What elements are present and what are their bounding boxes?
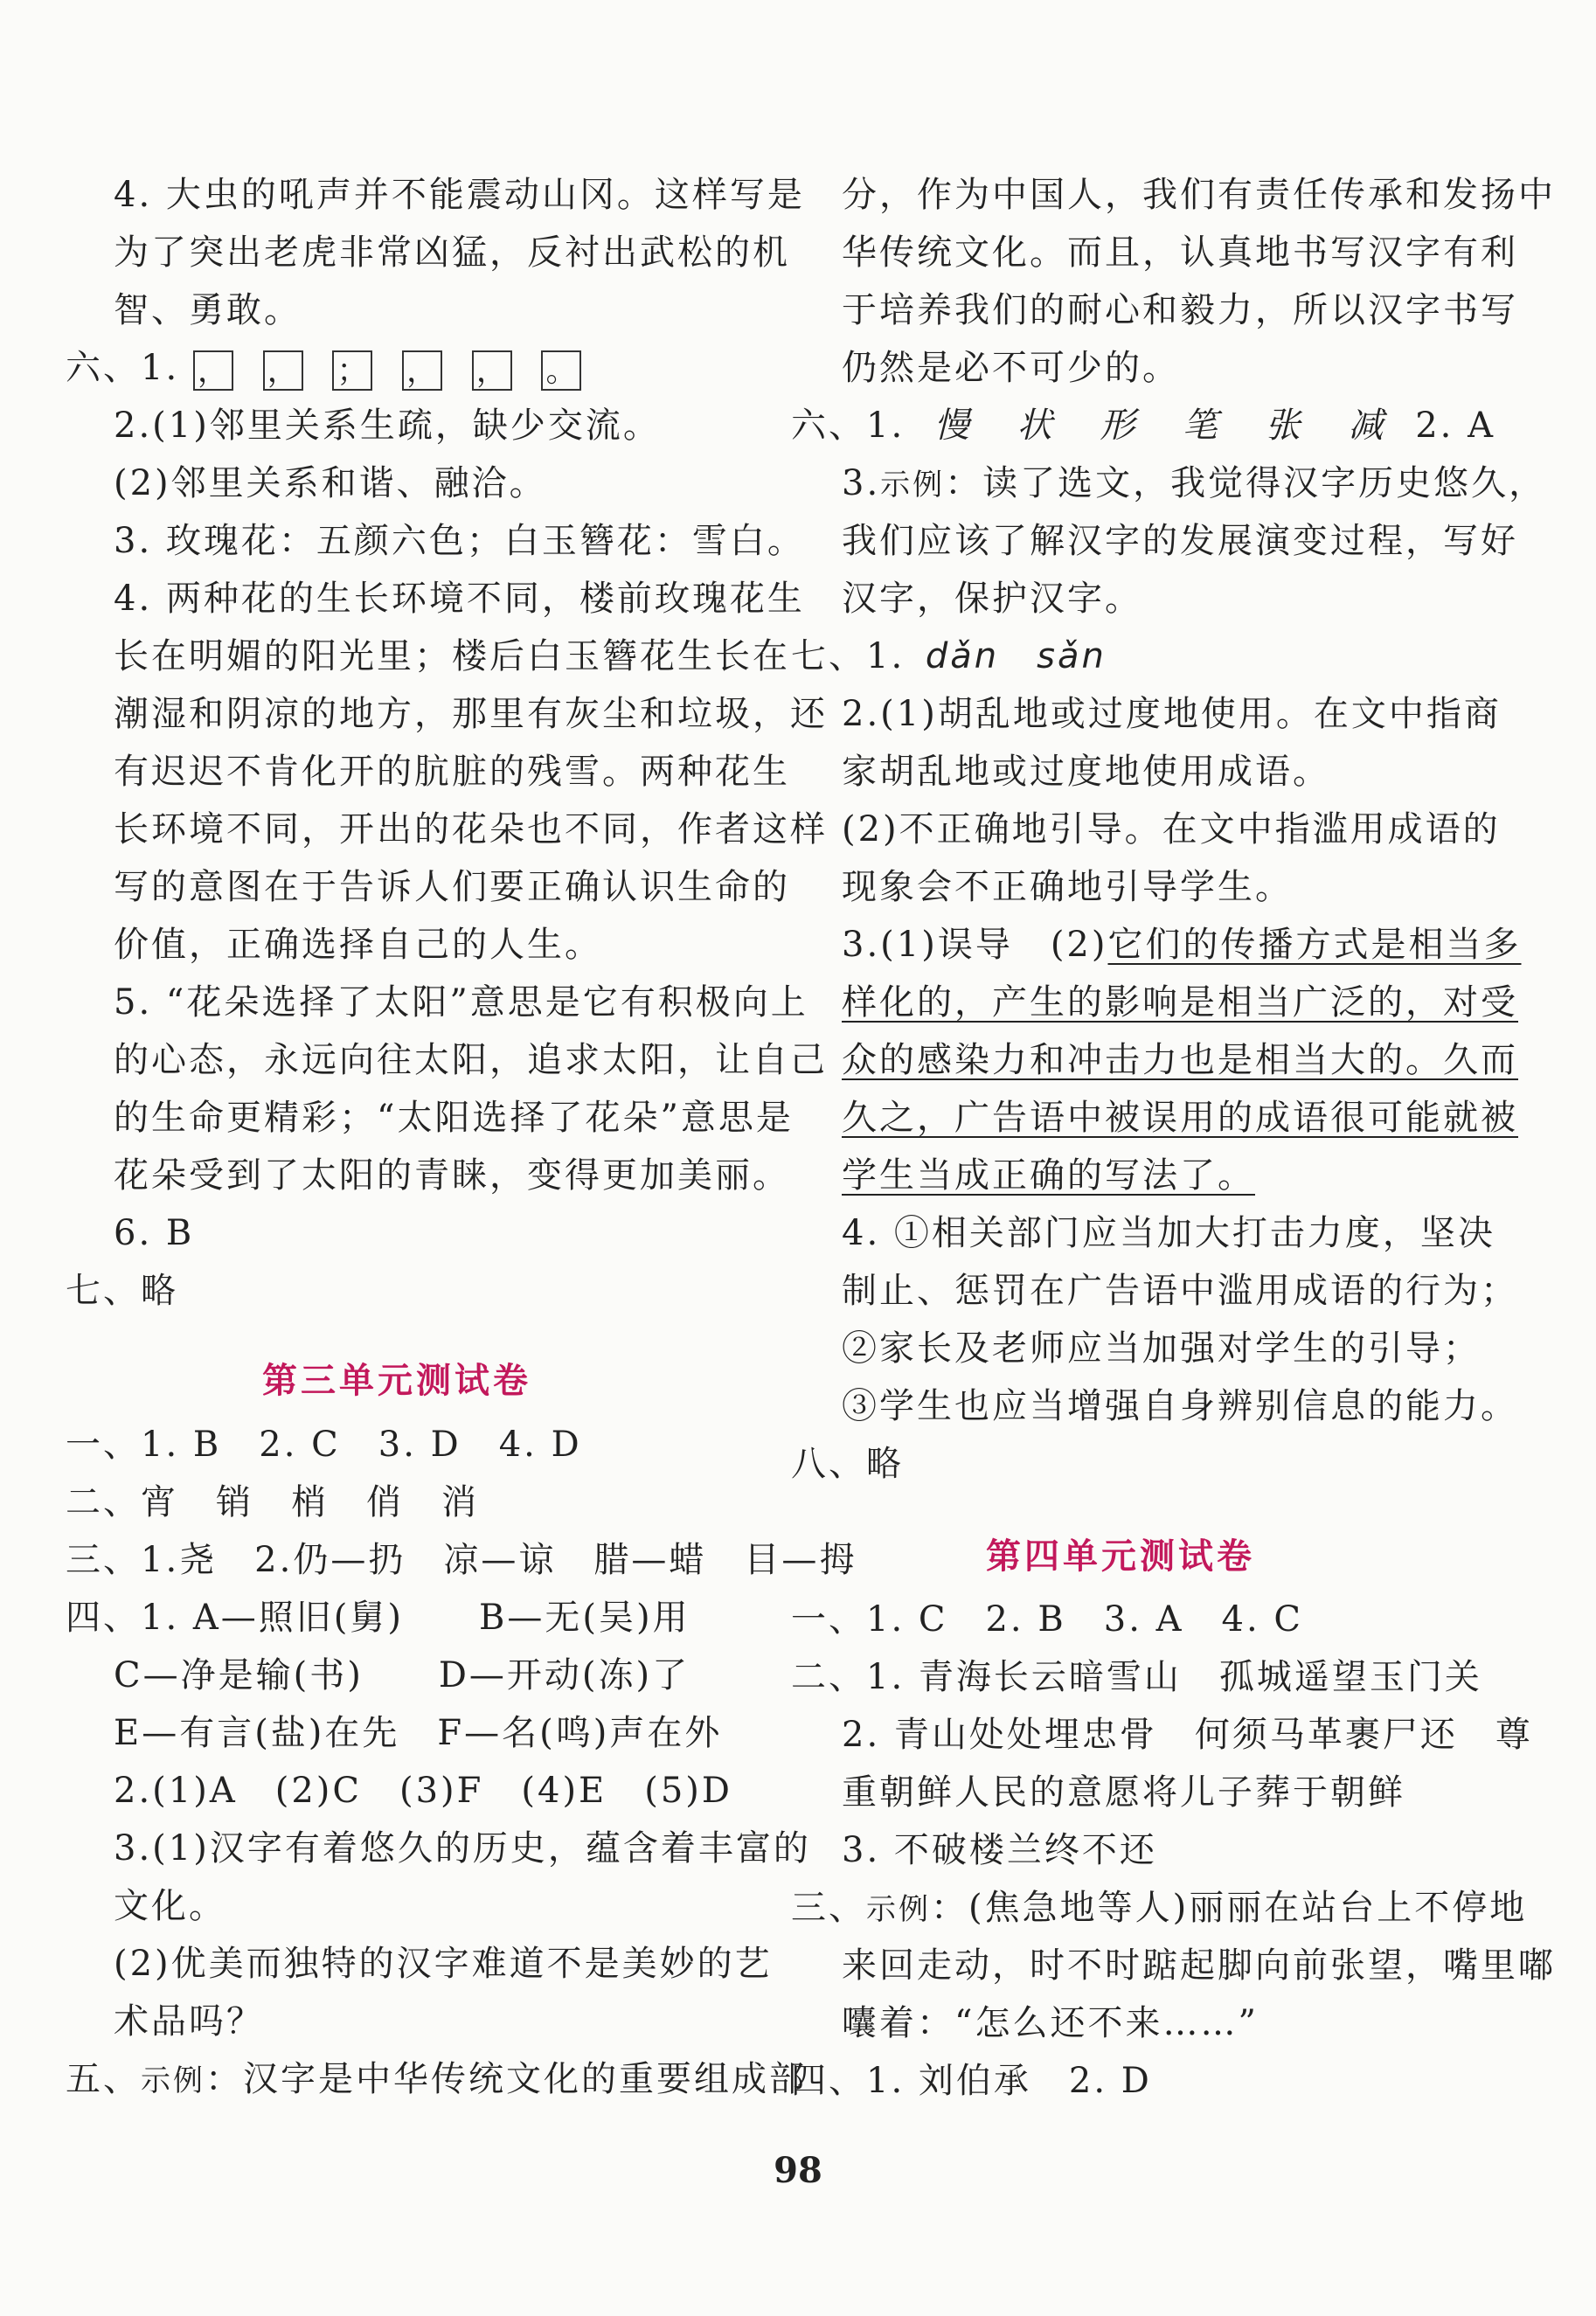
answer-line: 3. 不破楼兰终不还 — [842, 1830, 1157, 1870]
answer-line: 华传统文化。而且，认真地书写汉字有利 — [842, 232, 1518, 273]
answer-line: 为了突出老虎非常凶猛，反衬出武松的机 — [114, 232, 790, 273]
answer-line: 文化。 — [114, 1886, 226, 1926]
answer-line: 于培养我们的耐心和毅力，所以汉字书写 — [842, 290, 1518, 330]
answer-line: 制止、惩罚在广告语中滥用成语的行为； — [842, 1271, 1518, 1311]
answer-line: 长环境不同，开出的花朵也不同，作者这样 — [114, 809, 828, 849]
handwritten-char: 状 — [1017, 406, 1055, 446]
answer-line: 潮湿和阴凉的地方，那里有灰尘和垃圾，还 — [114, 694, 828, 734]
answer-line: 家胡乱地或过度地使用成语。 — [842, 752, 1330, 792]
punctuation-box: ； — [332, 350, 372, 391]
item-label: 六、1. — [66, 348, 180, 388]
page-number: 98 — [774, 2150, 822, 2191]
answer-line: (2)不正确地引导。在文中指滥用成语的 — [842, 809, 1501, 849]
answer-text: ：(焦急地等人)丽丽在站台上不停地 — [931, 1888, 1528, 1928]
underlined-sentence: 样化的，产生的影响是相当广泛的，对受 — [842, 982, 1518, 1023]
answer-line: 一、1. C 2. B 3. A 4. C — [791, 1599, 1304, 1640]
answer-line: 的心态，永远向往太阳，追求太阳，让自己 — [114, 1040, 828, 1080]
section-heading-unit3: 第三单元测试卷 — [262, 1360, 531, 1401]
punctuation-box: ， — [402, 350, 442, 391]
item-label: 3.(1)误导 (2) — [842, 925, 1108, 965]
answer-line: 汉字，保护汉字。 — [842, 579, 1142, 619]
answer-line: ②家长及老师应当加强对学生的引导； — [842, 1328, 1481, 1369]
punctuation-box: ， — [193, 350, 233, 391]
answer-line — [842, 454, 1546, 512]
answer-line: 4. 两种花的生长环境不同，楼前玫瑰花生 — [114, 579, 805, 619]
answer-line: 写的意图在于告诉人们要正确认识生命的 — [114, 867, 790, 907]
answer-line: 我们应该了解汉字的发展演变过程，写好 — [842, 521, 1518, 561]
handwritten-char: 张 — [1265, 406, 1303, 446]
answer-line: 现象会不正确地引导学生。 — [842, 867, 1293, 907]
answer-line: 四、1. 刘伯承 2. D — [791, 2061, 1152, 2101]
underlined-sentence: 久之，广告语中被误用的成语很可能就被 — [842, 1098, 1518, 1138]
answer-line: 术品吗？ — [114, 2001, 264, 2042]
answer-line: 一、1. B 2. C 3. D 4. D — [66, 1425, 582, 1465]
item-label: 3. — [842, 463, 881, 503]
pinyin-answer-row — [791, 628, 1107, 685]
handwritten-char: 笔 — [1183, 406, 1221, 446]
answer-text: 2. A — [1415, 406, 1495, 446]
answer-line: 4. 大虫的吼声并不能震动山冈。这样写是 — [114, 175, 805, 215]
answer-line: 四、1. A—照旧(舅) B—无(吴)用 — [66, 1598, 690, 1638]
answer-line: 的生命更精彩；“太阳选择了花朵”意思是 — [114, 1098, 794, 1138]
example-label: 示例 — [880, 468, 946, 503]
answer-line: C—净是输(书) D—开动(冻)了 — [114, 1655, 690, 1695]
answer-line: 三、1.尧 2.仍—扔 凉—谅 腊—蜡 目—拇 — [66, 1540, 857, 1580]
answer-line: 2. 青山处处埋忠骨 何须马革裹尸还 尊 — [842, 1715, 1533, 1755]
answer-line: 二、宵 销 梢 俏 消 — [66, 1482, 479, 1522]
answer-line: 有迟迟不肯化开的肮脏的残雪。两种花生 — [114, 752, 790, 792]
underlined-sentence: 学生当成正确的写法了。 — [842, 1155, 1255, 1196]
punctuation-box: ， — [263, 350, 303, 391]
answer-line: 二、1. 青海长云暗雪山 孤城遥望玉门关 — [791, 1657, 1482, 1697]
punctuation-box: 。 — [541, 350, 581, 391]
answer-line: (2)优美而独特的汉字难道不是美妙的艺 — [114, 1944, 773, 1984]
section-heading-unit4: 第四单元测试卷 — [986, 1536, 1255, 1577]
answer-line: 3. 玫瑰花：五颜六色；白玉簪花：雪白。 — [114, 521, 805, 561]
answer-line: E—有言(盐)在先 F—名(鸣)声在外 — [114, 1713, 723, 1753]
answer-line: 仍然是必不可少的。 — [842, 348, 1180, 388]
answer-line: 2.(1)邻里关系生疏，缺少交流。 — [114, 406, 661, 446]
item-label: 六、1. — [791, 406, 906, 446]
example-label: 示例 — [141, 2063, 205, 2098]
item-label: 七、1. — [791, 636, 906, 676]
answer-line: 八、略 — [791, 1444, 904, 1484]
underlined-sentence: 众的感染力和冲击力也是相当大的。久而 — [842, 1040, 1518, 1080]
answer-line: 重朝鲜人民的意愿将儿子葬于朝鲜 — [842, 1772, 1405, 1813]
answer-line — [66, 2050, 807, 2108]
answer-line: 七、略 — [66, 1271, 178, 1311]
answer-line: 5. “花朵选择了太阳”意思是它有积极向上 — [114, 982, 808, 1023]
answer-line — [791, 1879, 1527, 1937]
answer-text: ：读了选文，我觉得汉字历史悠久， — [945, 463, 1547, 503]
punctuation-box: ， — [472, 350, 512, 391]
answer-line: 花朵受到了太阳的青睐，变得更加美丽。 — [114, 1155, 790, 1196]
answer-line: 智、勇敢。 — [114, 290, 302, 330]
answer-line: 4. ①相关部门应当加大打击力度，坚决 — [842, 1213, 1495, 1253]
answer-line: (2)邻里关系和谐、融洽。 — [114, 463, 547, 503]
answer-line: 来回走动，时不时踮起脚向前张望，嘴里嘟 — [842, 1945, 1556, 1986]
item-label: 三、 — [791, 1888, 866, 1928]
handwritten-answer-row — [791, 397, 1495, 454]
answer-line: 2.(1)A (2)C (3)F (4)E (5)D — [114, 1771, 732, 1811]
answer-line — [842, 916, 1521, 974]
punctuation-answer-row — [66, 339, 597, 397]
answer-line: 囔着：“怎么还不来……” — [842, 2003, 1259, 2043]
pinyin-answer: dǎn sǎn — [925, 636, 1107, 676]
answer-line: 3.(1)汉字有着悠久的历史，蕴含着丰富的 — [114, 1828, 811, 1869]
answer-line: 长在明媚的阳光里；楼后白玉簪花生长在 — [114, 636, 790, 676]
item-label: 五、 — [66, 2059, 141, 2099]
underlined-sentence: 它们的传播方式是相当多 — [1107, 925, 1522, 965]
handwritten-char: 减 — [1348, 406, 1386, 446]
handwritten-char: 慢 — [933, 406, 972, 446]
answer-line: 2.(1)胡乱地或过度地使用。在文中指商 — [842, 694, 1502, 734]
answer-line: 6. B — [114, 1213, 195, 1253]
example-label: 示例 — [866, 1892, 931, 1927]
answer-line: 价值，正确选择自己的人生。 — [114, 925, 602, 965]
handwritten-char: 形 — [1100, 406, 1138, 446]
answer-line: 分，作为中国人，我们有责任传承和发扬中 — [842, 175, 1556, 215]
answer-line: ③学生也应当增强自身辨别信息的能力。 — [842, 1386, 1518, 1426]
answer-text: ：汉字是中华传统文化的重要组成部 — [205, 2059, 807, 2099]
